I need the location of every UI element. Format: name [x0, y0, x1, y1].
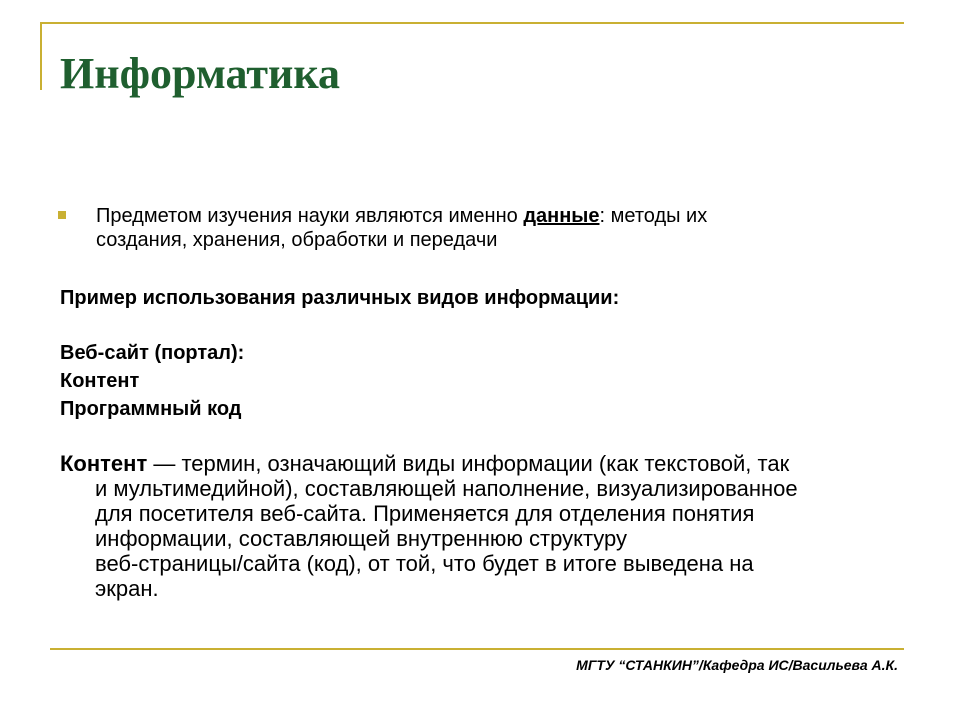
bullet-text — [96, 204, 876, 252]
bullet-emphasis: данные — [523, 205, 600, 227]
top-divider — [40, 22, 904, 24]
square-bullet-icon — [58, 211, 66, 219]
definition-line-4: информации, составляющей внутреннюю структуру — [95, 526, 628, 551]
left-divider — [40, 22, 42, 90]
bullet-text-line1-end: : методы их — [599, 205, 708, 227]
item-program-code: Программный код — [60, 398, 242, 420]
bottom-divider — [50, 648, 904, 650]
definition-line-5: веб-страницы/сайта (код), от той, что будет в итоге выведена на — [95, 551, 754, 576]
definition-term: Контент — [60, 451, 148, 476]
slide-title: Информатика — [60, 49, 341, 98]
definition-line-1 — [60, 451, 910, 476]
item-content: Контент — [60, 370, 140, 392]
footer-credit: МГТУ “СТАНКИН”/Кафедра ИС/Васильева А.К. — [576, 657, 898, 673]
definition-line-3: для посетителя веб-сайта. Применяется для отделения понятия — [95, 501, 755, 526]
example-heading: Пример использования различных видов информации: — [60, 287, 620, 309]
definition-line-6: экран. — [95, 576, 159, 601]
definition-line-1-text: — термин, означающий виды информации (как текстовой, так — [147, 451, 790, 476]
bullet-text-start: Предметом изучения науки являются именно — [96, 205, 524, 227]
bullet-text-line2: создания, хранения, обработки и передачи — [96, 229, 498, 251]
content-definition — [60, 451, 910, 601]
item-website: Веб-сайт (портал): — [60, 342, 245, 364]
definition-line-2: и мультимедийной), составляющей наполнение, визуализированное — [95, 476, 798, 501]
